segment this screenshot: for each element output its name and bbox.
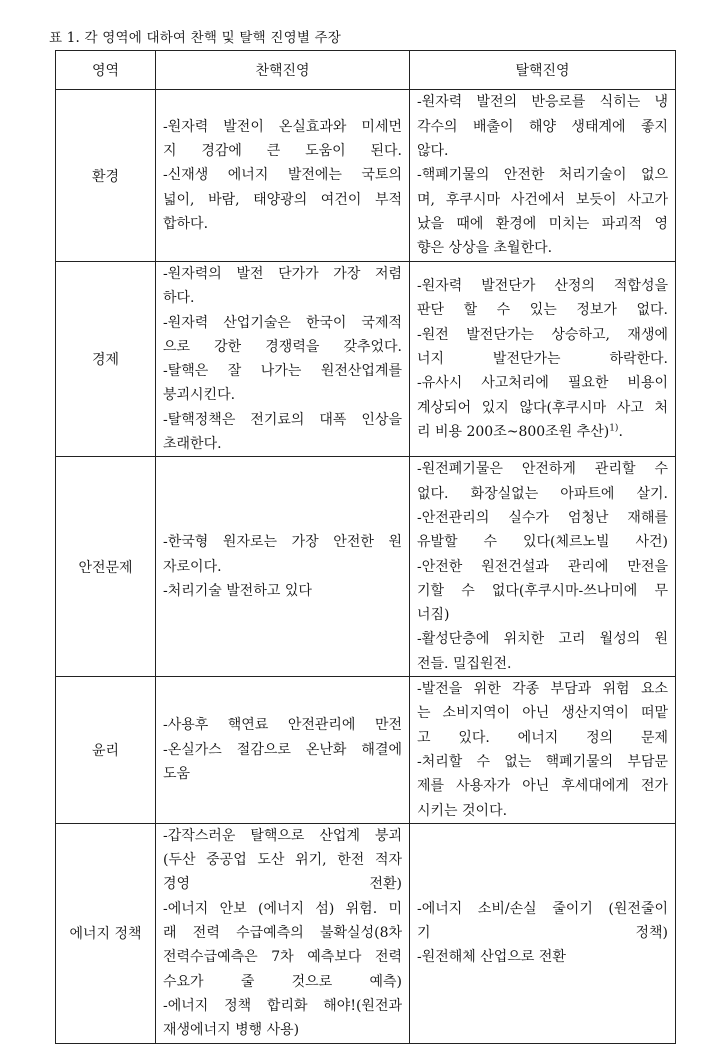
claim-line — [417, 921, 668, 945]
claim-text: -사용후 핵연료 안전관리에 만전 — [163, 717, 402, 734]
claim-line — [163, 115, 402, 139]
claim-text: -처리할 수 없는 핵폐기물의 부담문 — [417, 753, 668, 770]
claim-line — [417, 897, 668, 921]
claim-text: -원전해체 산업으로 전환 — [417, 949, 566, 966]
pro-claims-cell — [156, 262, 410, 457]
claim-text: -안전관리의 실수가 엄청난 재해를 — [417, 509, 668, 526]
claim-text: -원자력 발전의 반응로를 식히는 냉 — [417, 94, 668, 111]
claim-text: 시키는 것이다. — [417, 802, 508, 819]
claim-line — [417, 726, 668, 750]
claim-line — [417, 274, 668, 298]
claim-line — [417, 396, 668, 420]
claim-text: 며, 후쿠시마 사건에서 보듯이 사고가 — [417, 191, 668, 208]
claim-text: (두산 중공업 도산 위기, 한전 적자 — [163, 852, 402, 869]
claim-text: 각수의 배출이 해양 생태계에 좋지 — [417, 118, 668, 135]
claim-text: 는 소비지역이 아닌 생산지역이 떠맡 — [417, 705, 668, 722]
claim-text: -한국형 원자로는 가장 안전한 원 — [163, 534, 402, 551]
claim-line — [417, 701, 668, 725]
claim-line — [163, 139, 402, 163]
claim-line — [417, 652, 668, 676]
anti-claims-cell — [410, 457, 676, 677]
claim-line: 리 비용 200조~800조원 추산)$^{1)}$. — [417, 423, 623, 440]
table-row — [56, 457, 676, 677]
claim-line — [163, 383, 402, 407]
claim-text: -탈핵정책은 전기료의 대폭 인상을 — [163, 411, 402, 428]
claim-line — [417, 603, 668, 627]
claim-text: 고 있다. 에너지 정의 문제 — [417, 729, 668, 746]
pro-claims-cell — [156, 677, 410, 824]
claim-text: -갑작스러운 탈핵으로 산업계 붕괴 — [163, 827, 402, 844]
claim-text: 계상되어 있지 않다(후쿠시마 사고 처 — [417, 399, 668, 416]
claim-text: -탈핵은 잘 나가는 원전산업계를 — [163, 363, 402, 380]
table-header-row — [56, 51, 676, 90]
claim-line — [163, 530, 402, 554]
claim-line — [163, 212, 402, 236]
claim-line — [417, 236, 668, 260]
claim-text: -에너지 안보 (에너지 섬) 위험. 미 — [163, 900, 402, 917]
anti-claims-cell — [410, 90, 676, 262]
claim-text: -활성단층에 위치한 고리 월성의 원 — [417, 631, 668, 648]
claim-line — [163, 262, 402, 286]
claim-text: -원전 발전단가는 상승하고, 재생에 — [417, 326, 668, 343]
pro-claims-cell — [156, 90, 410, 262]
claim-line — [163, 286, 402, 310]
claim-text: 지 경감에 큰 도움이 된다. — [163, 143, 402, 160]
claim-text: -처리기술 발전하고 있다 — [163, 582, 312, 599]
claim-line — [417, 750, 668, 774]
claim-line — [417, 530, 668, 554]
claim-line — [417, 298, 668, 322]
claim-text: 너지 발전단가는 하락한다. — [417, 351, 668, 368]
header-area: 영역 — [56, 51, 156, 90]
area-cell: 경제 — [56, 262, 156, 457]
anti-claims-cell — [410, 677, 676, 824]
claim-line — [163, 432, 402, 456]
claim-text: 하다. — [163, 290, 195, 307]
claim-line — [163, 872, 402, 896]
claim-text: 재생에너지 병행 사용) — [163, 1022, 300, 1039]
claim-line — [417, 163, 668, 187]
claim-text: 향은 상상을 초월한다. — [417, 240, 553, 257]
claim-text: 판단 할 수 있는 정보가 없다. — [417, 302, 668, 319]
claim-line — [417, 90, 668, 114]
claim-text: 자로이다. — [163, 558, 222, 575]
claim-text: -원전폐기물은 안전하게 관리할 수 — [417, 461, 668, 478]
claim-line — [417, 347, 668, 371]
claim-line — [417, 482, 668, 506]
claim-line — [417, 115, 668, 139]
claim-line — [163, 311, 402, 335]
footnote-marker: 1) — [609, 423, 619, 434]
claim-text: 유발할 수 있다(체르노빌 사건) — [417, 534, 668, 551]
pro-claims-cell — [156, 823, 410, 1043]
claim-line — [163, 897, 402, 921]
claim-text: 수요가 줄 것으로 예측) — [163, 973, 402, 990]
claim-text: -원자력 발전이 온실효과와 미세먼 — [163, 118, 402, 135]
claim-line — [163, 335, 402, 359]
claim-line — [163, 713, 402, 737]
area-cell: 안전문제 — [56, 457, 156, 677]
claim-line — [417, 799, 668, 823]
claim-line — [163, 994, 402, 1018]
claim-text: 않다. — [417, 143, 449, 160]
claim-line — [163, 970, 402, 994]
claim-line — [163, 1018, 402, 1042]
claim-line — [163, 824, 402, 848]
claim-text: 전들. 밀집원전. — [417, 655, 512, 672]
header-pro: 찬핵진영 — [156, 51, 410, 90]
claim-line — [163, 848, 402, 872]
claim-text: 붕괴시킨다. — [163, 387, 236, 404]
claim-text: -신재생 에너지 발전에는 국토의 — [163, 167, 402, 184]
claim-text: -에너지 소비/손실 줄이기 (원전줄이 — [417, 900, 668, 917]
claim-line — [163, 762, 402, 786]
claim-text: 합하다. — [163, 215, 209, 232]
claim-text: -유사시 사고처리에 필요한 비용이 — [417, 375, 668, 392]
claim-text: -원자력 산업기술은 한국이 국제적 — [163, 314, 402, 331]
area-cell: 에너지 정책 — [56, 823, 156, 1043]
anti-claims-cell — [410, 823, 676, 1043]
claim-text: 리 비용 200조~800조원 추산) — [417, 423, 610, 440]
claim-text: 으로 강한 경쟁력을 갖추었다. — [163, 338, 402, 355]
area-cell: 윤리 — [56, 677, 156, 824]
claim-line — [163, 163, 402, 187]
claim-text: -발전을 위한 각종 부담과 위험 요소 — [417, 681, 668, 698]
claim-text: 기할 수 없다(후쿠시마-쓰나미에 무 — [417, 582, 668, 599]
claim-line — [417, 945, 668, 969]
claim-text: 제를 사용자가 아닌 후세대에게 전가 — [417, 778, 668, 795]
claim-text: 났을 때에 환경에 미치는 파괴적 영 — [417, 215, 668, 232]
claim-line — [417, 774, 668, 798]
claim-line — [417, 212, 668, 236]
claim-line — [417, 677, 668, 701]
claim-line — [163, 738, 402, 762]
claim-line — [417, 139, 668, 163]
claim-text: -원자력 발전단가 산정의 적합성을 — [417, 278, 668, 295]
claim-text: -안전한 원전건설과 관리에 만전을 — [417, 558, 668, 575]
claim-line — [163, 921, 402, 945]
area-cell: 환경 — [56, 90, 156, 262]
claim-text: 전력수급예측은 7차 예측보다 전력 — [163, 949, 402, 966]
claim-line — [163, 188, 402, 212]
claim-line — [163, 555, 402, 579]
claim-text: 래 전력 수급예측의 불확실성(8차 — [163, 925, 402, 942]
claim-line — [417, 579, 668, 603]
claim-text: -에너지 정책 합리화 해야!(원전과 — [163, 997, 402, 1014]
claim-line — [417, 371, 668, 395]
claim-text: -온실가스 절감으로 온난화 해결에 — [163, 741, 402, 758]
claim-text: 없다. 화장실없는 아파트에 살기. — [417, 485, 668, 502]
claim-text: -핵폐기물의 안전한 처리기술이 없으 — [417, 167, 668, 184]
claim-line — [163, 579, 402, 603]
claim-line — [163, 408, 402, 432]
table-row — [56, 677, 676, 824]
claim-line — [417, 555, 668, 579]
claim-line — [417, 627, 668, 651]
claim-text: 너짐) — [417, 607, 450, 624]
table-row — [56, 262, 676, 457]
claim-text: 도움 — [163, 766, 191, 783]
claim-text: -원자력의 발전 단가가 가장 저렴 — [163, 266, 402, 282]
claim-line — [163, 359, 402, 383]
claim-line — [163, 945, 402, 969]
claim-text: 초래한다. — [163, 436, 222, 453]
claim-text: 기 정책) — [417, 925, 668, 942]
claim-text: 넓이, 바람, 태양광의 여건이 부적 — [163, 191, 402, 208]
pro-claims-cell — [156, 457, 410, 677]
table-row — [56, 823, 676, 1043]
claim-line — [417, 188, 668, 212]
anti-claims-cell — [410, 262, 676, 457]
claim-line — [417, 323, 668, 347]
claim-line — [417, 457, 668, 481]
table-caption: 표 1. 각 영역에 대하여 찬핵 및 탈핵 진영별 주장 — [49, 30, 342, 46]
claims-table — [55, 50, 676, 1044]
header-anti: 탈핵진영 — [410, 51, 676, 90]
table-row — [56, 90, 676, 262]
claim-line — [417, 506, 668, 530]
claim-text: 경영 전환) — [163, 876, 402, 893]
